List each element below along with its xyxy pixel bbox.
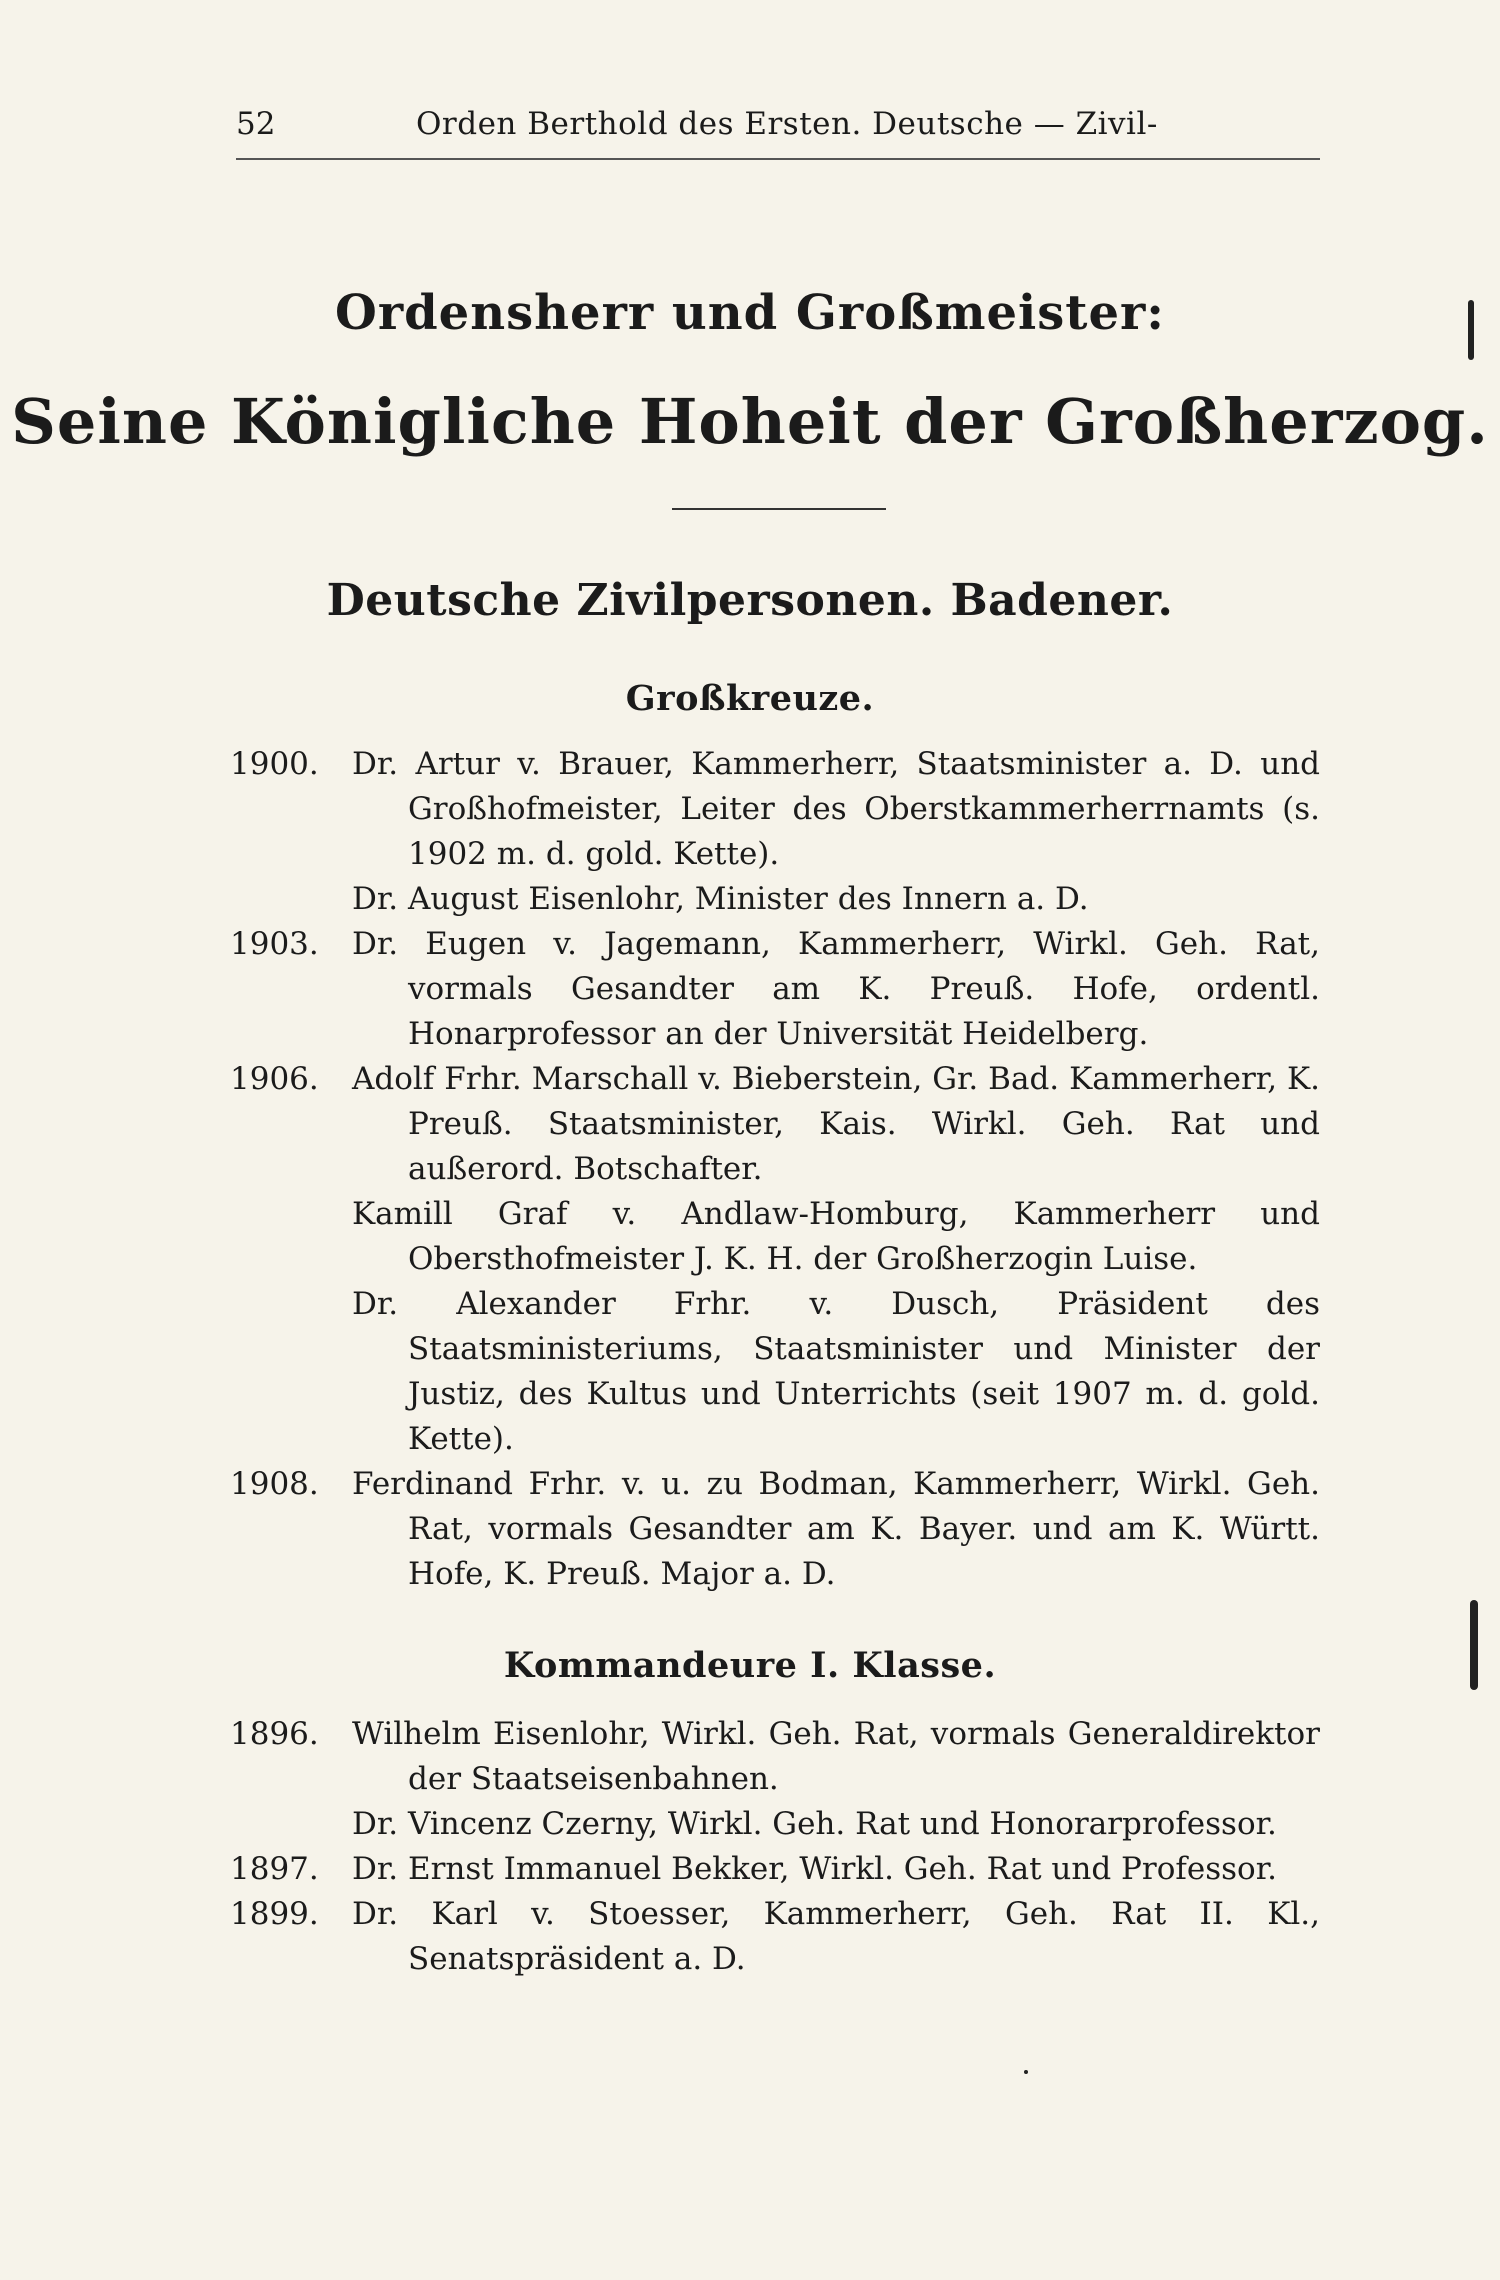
list-item: [230, 1802, 1320, 1847]
list-item: [230, 742, 1320, 877]
entry-year: 1897.: [230, 1851, 319, 1887]
list-item: [230, 1057, 1320, 1192]
kommandeure-list: [230, 1712, 1320, 1982]
grosskreuze-heading: Großkreuze.: [625, 678, 875, 719]
entry-text: Dr. Karl v. Stoesser, Kammerherr, Geh. Rat II. Kl., Senatspräsident a. D.: [352, 1896, 1320, 1977]
ink-speck: [1470, 1600, 1478, 1690]
ink-speck: [1024, 2070, 1028, 2074]
entry-year: 1908.: [230, 1466, 319, 1502]
entry-year: 1903.: [230, 926, 319, 962]
entry-text: Dr. August Eisenlohr, Minister des Innern a. D.: [352, 881, 1089, 917]
entry-year: 1896.: [230, 1716, 319, 1752]
entry-text: Dr. Eugen v. Jagemann, Kammerherr, Wirkl. Geh. Rat, vormals Gesandter am K. Preuß. Hofe, ordentl. Honarprofessor an der Universität Heidelberg.: [352, 926, 1320, 1052]
entry-text: Wilhelm Eisenlohr, Wirkl. Geh. Rat, vormals Generaldirektor der Staatseisenbahnen.: [352, 1716, 1320, 1797]
ink-speck: [1468, 300, 1474, 360]
kommandeure-heading: Kommandeure I. Klasse.: [503, 1645, 997, 1686]
entry-text: Ferdinand Frhr. v. u. zu Bodman, Kammerherr, Wirkl. Geh. Rat, vormals Gesandter am K. Bayer. und am K. Württ. Hofe, K. Preuß. Major a. D.: [352, 1466, 1320, 1592]
entry-year: 1899.: [230, 1896, 319, 1932]
list-item: [230, 922, 1320, 1057]
list-item: [230, 1462, 1320, 1597]
decorative-rule: [672, 508, 886, 510]
entry-text: Dr. Vincenz Czerny, Wirkl. Geh. Rat und Honorarprofessor.: [352, 1806, 1277, 1842]
order-master-heading: Ordensherr und Großmeister:: [335, 285, 1165, 341]
list-item: [230, 877, 1320, 922]
entry-text: Kamill Graf v. Andlaw-Homburg, Kammerherr und Obersthofmeister J. K. H. der Großherzogin Luise.: [352, 1196, 1320, 1277]
header-rule: [236, 158, 1320, 160]
list-item: [230, 1712, 1320, 1802]
section-heading: Deutsche Zivilpersonen. Badener.: [326, 575, 1174, 626]
grand-duke-title: Seine Königliche Hoheit der Großherzog.: [11, 385, 1489, 458]
entry-year: 1900.: [230, 746, 319, 782]
entry-text: Dr. Ernst Immanuel Bekker, Wirkl. Geh. Rat und Professor.: [352, 1851, 1277, 1887]
list-item: [230, 1892, 1320, 1982]
entry-text: Adolf Frhr. Marschall v. Bieberstein, Gr. Bad. Kammerherr, K. Preuß. Staatsminister, Kais. Wirkl. Geh. Rat und außerord. Botschafter.: [352, 1061, 1320, 1187]
entry-text: Dr. Artur v. Brauer, Kammerherr, Staatsminister a. D. und Großhofmeister, Leiter des Oberstkammerherrnamts (s. 1902 m. d. gold. Kette).: [352, 746, 1320, 872]
page-header: [236, 100, 1320, 152]
running-head: Orden Berthold des Ersten. Deutsche — Zivil-: [416, 106, 1158, 142]
entry-text: Dr. Alexander Frhr. v. Dusch, Präsident des Staatsministeriums, Staatsminister und Minister der Justiz, des Kultus und Unterrichts (seit 1907 m. d. gold. Kette).: [352, 1286, 1320, 1457]
list-item: [230, 1192, 1320, 1282]
page-number: 52: [236, 106, 276, 142]
list-item: [230, 1282, 1320, 1462]
list-item: [230, 1847, 1320, 1892]
grosskreuze-list: [230, 742, 1320, 1597]
entry-year: 1906.: [230, 1061, 319, 1097]
